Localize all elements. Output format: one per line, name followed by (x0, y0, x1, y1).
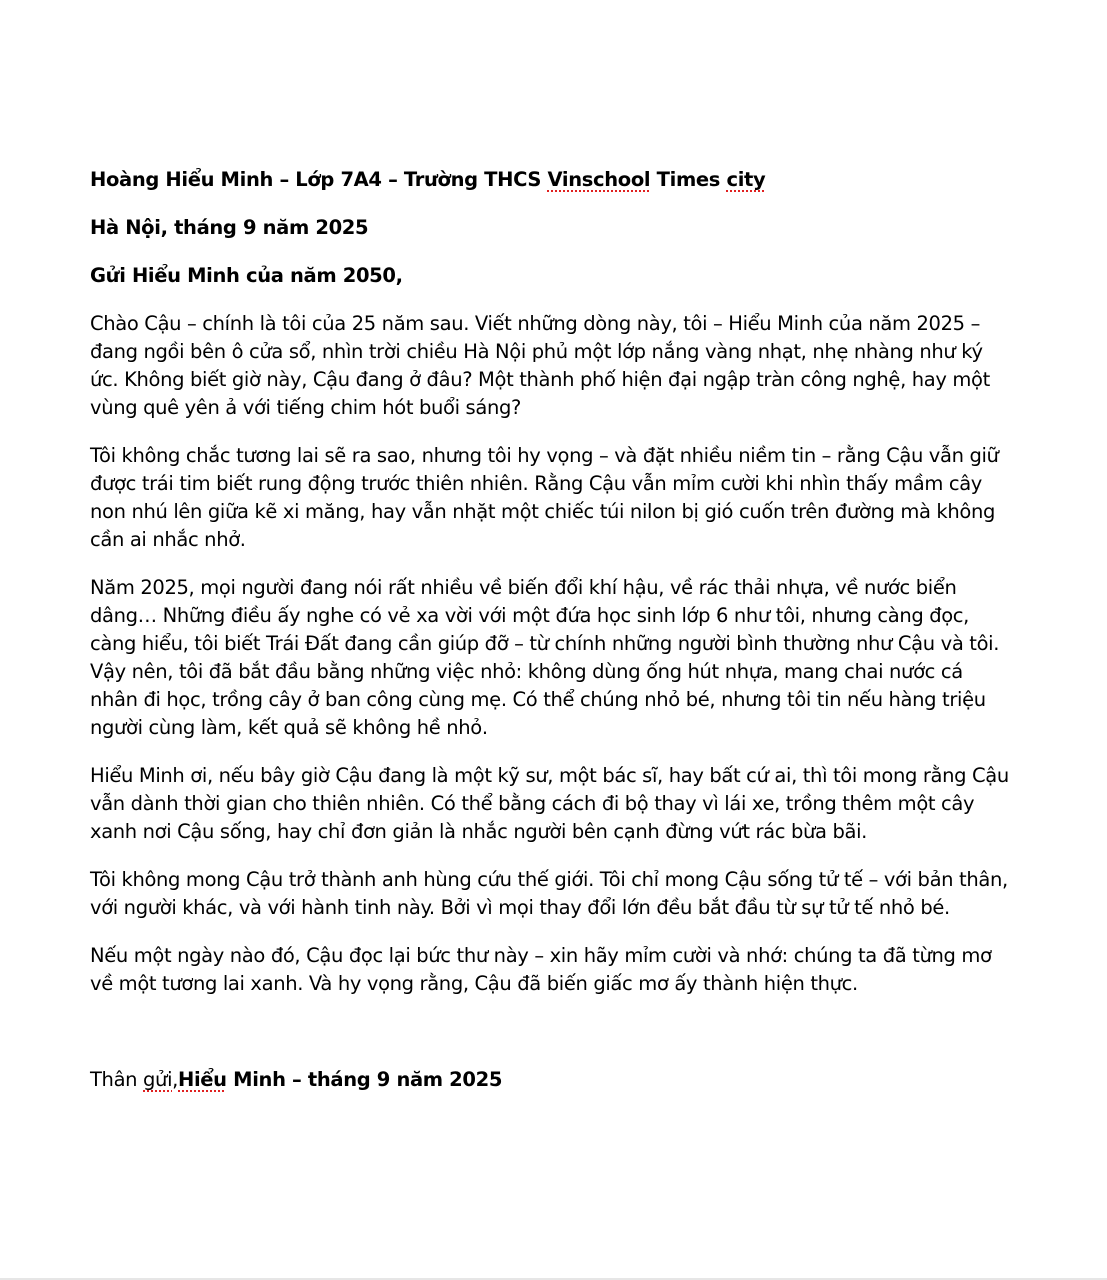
salutation-line: Gửi Hiểu Minh của năm 2050, (90, 264, 403, 287)
paragraph-6: Nếu một ngày nào đó, Cậu đọc lại bức thư này – xin hãy mỉm cười và nhớ: chúng ta đã từng mơ về một tương lai xanh. Và hy vọng rằng, Cậu đã biến giấc mơ ấy thành hiện thực. (90, 944, 992, 995)
closing-line (90, 1066, 1012, 1094)
document-page (90, 166, 1012, 1114)
spellcheck-word-gui[interactable]: gửi (143, 1068, 173, 1091)
spellcheck-word-hieu[interactable]: Hiểu (178, 1068, 227, 1091)
blank-space (90, 1018, 1012, 1066)
author-line (90, 166, 1012, 194)
paragraph-4: Hiểu Minh ơi, nếu bây giờ Cậu đang là một kỹ sư, một bác sĩ, hay bất cứ ai, thì tôi mong rằng Cậu vẫn dành thời gian cho thiên nhiên. Có thể bằng cách đi bộ thay vì lái xe, trồng thêm một cây xanh nơi Cậu sống, hay chỉ đơn giản là nhắc người bên cạnh đừng vứt rác bừa bãi. (90, 764, 1009, 843)
closing-signature: Minh – tháng 9 năm 2025 (226, 1068, 503, 1091)
author-name: Hoàng Hiểu Minh – Lớp 7A4 – Trường THCS (90, 168, 548, 191)
school-name-middle: Times (650, 168, 727, 191)
place-date-line: Hà Nội, tháng 9 năm 2025 (90, 216, 369, 239)
paragraph-1: Chào Cậu – chính là tôi của 25 năm sau. Viết những dòng này, tôi – Hiểu Minh của năm 2025 – đang ngồi bên ô cửa sổ, nhìn trời chiều Hà Nội phủ một lớp nắng vàng nhạt, nhẹ nhàng như ký ức. Không biết giờ này, Cậu đang ở đâu? Một thành phố hiện đại ngập tràn công nghệ, hay một vùng quê yên ả với tiếng chim hót buổi sáng? (90, 312, 990, 419)
closing-comma: , (172, 1068, 178, 1091)
paragraph-5: Tôi không mong Cậu trở thành anh hùng cứu thế giới. Tôi chỉ mong Cậu sống tử tế – với bản thân, với người khác, và với hành tinh này. Bởi vì mọi thay đổi lớn đều bắt đầu từ sự tử tế nhỏ bé. (90, 868, 1008, 919)
paragraph-2: Tôi không chắc tương lai sẽ ra sao, nhưng tôi hy vọng – và đặt nhiều niềm tin – rằng Cậu vẫn giữ được trái tim biết rung động trước thiên nhiên. Rằng Cậu vẫn mỉm cười khi nhìn thấy mầm cây non nhú lên giữa kẽ xi măng, hay vẫn nhặt một chiếc túi nilon bị gió cuốn trên đường mà không cần ai nhắc nhở. (90, 444, 999, 551)
spellcheck-word-vinschool[interactable]: Vinschool (547, 168, 651, 191)
paragraph-3: Năm 2025, mọi người đang nói rất nhiều về biến đổi khí hậu, về rác thải nhựa, về nước biển dâng… Những điều ấy nghe có vẻ xa vời với một đứa học sinh lớp 6 như tôi, nhưng càng đọc, càng hiểu, tôi biết Trái Đất đang cần giúp đỡ – từ chính những người bình thường như Cậu và tôi. Vậy nên, tôi đã bắt đầu bằng những việc nhỏ: không dùng ống hút nhựa, mang chai nước cá nhân đi học, trồng cây ở ban công cùng mẹ. Có thể chúng nhỏ bé, nhưng tôi tin nếu hàng triệu người cùng làm, kết quả sẽ không hề nhỏ. (90, 576, 1000, 739)
closing-prefix: Thân (90, 1068, 144, 1091)
spellcheck-word-city[interactable]: city (726, 168, 766, 191)
